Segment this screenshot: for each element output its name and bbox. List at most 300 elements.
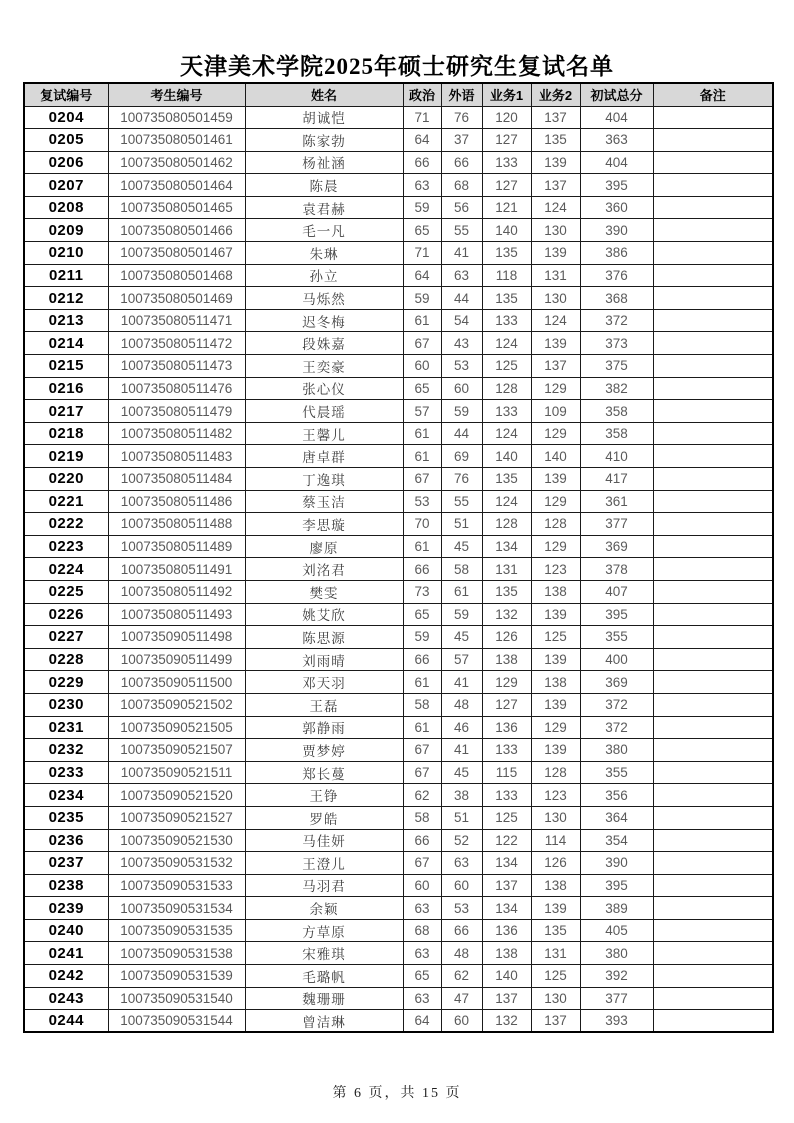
cell-total-score: 358 xyxy=(580,400,653,423)
cell-remarks xyxy=(653,242,773,265)
table-header xyxy=(24,83,773,106)
cell-remarks xyxy=(653,693,773,716)
cell-major1: 136 xyxy=(482,716,531,739)
cell-name: 魏珊珊 xyxy=(245,987,403,1010)
cell-remarks xyxy=(653,1010,773,1033)
table-row xyxy=(24,377,773,400)
cell-name: 段姝嘉 xyxy=(245,332,403,355)
cell-candidate-number: 100735090531540 xyxy=(108,987,245,1010)
cell-name: 李思璇 xyxy=(245,513,403,536)
cell-major2: 137 xyxy=(531,106,580,129)
cell-total-score: 389 xyxy=(580,897,653,920)
cell-review-number: 0213 xyxy=(24,309,108,332)
table-row xyxy=(24,580,773,603)
cell-politics: 53 xyxy=(403,490,441,513)
cell-name: 郭静雨 xyxy=(245,716,403,739)
cell-major1: 121 xyxy=(482,196,531,219)
cell-remarks xyxy=(653,196,773,219)
cell-politics: 66 xyxy=(403,829,441,852)
cell-candidate-number: 100735080511493 xyxy=(108,603,245,626)
cell-review-number: 0229 xyxy=(24,671,108,694)
cell-name: 马烁然 xyxy=(245,287,403,310)
cell-major2: 137 xyxy=(531,174,580,197)
cell-major1: 124 xyxy=(482,332,531,355)
cell-review-number: 0243 xyxy=(24,987,108,1010)
cell-remarks xyxy=(653,332,773,355)
cell-major2: 129 xyxy=(531,716,580,739)
table-row xyxy=(24,806,773,829)
cell-total-score: 361 xyxy=(580,490,653,513)
cell-name: 宋雅琪 xyxy=(245,942,403,965)
cell-politics: 61 xyxy=(403,716,441,739)
cell-candidate-number: 100735080511488 xyxy=(108,513,245,536)
table-row xyxy=(24,987,773,1010)
cell-name: 陈晨 xyxy=(245,174,403,197)
cell-total-score: 356 xyxy=(580,784,653,807)
cell-major2: 130 xyxy=(531,806,580,829)
cell-major1: 118 xyxy=(482,264,531,287)
table-row xyxy=(24,648,773,671)
cell-candidate-number: 100735080501466 xyxy=(108,219,245,242)
table-row xyxy=(24,671,773,694)
cell-major2: 139 xyxy=(531,468,580,491)
table-row xyxy=(24,852,773,875)
cell-review-number: 0236 xyxy=(24,829,108,852)
cell-name: 毛璐帆 xyxy=(245,965,403,988)
cell-total-score: 369 xyxy=(580,671,653,694)
cell-foreign-language: 47 xyxy=(441,987,482,1010)
cell-major1: 127 xyxy=(482,129,531,152)
cell-major1: 126 xyxy=(482,626,531,649)
cell-name: 唐卓群 xyxy=(245,445,403,468)
table-row xyxy=(24,874,773,897)
cell-foreign-language: 43 xyxy=(441,332,482,355)
cell-major1: 128 xyxy=(482,377,531,400)
cell-major2: 135 xyxy=(531,129,580,152)
cell-politics: 65 xyxy=(403,965,441,988)
cell-foreign-language: 51 xyxy=(441,806,482,829)
cell-foreign-language: 44 xyxy=(441,422,482,445)
table-row xyxy=(24,535,773,558)
cell-major1: 122 xyxy=(482,829,531,852)
cell-remarks xyxy=(653,897,773,920)
cell-politics: 66 xyxy=(403,648,441,671)
cell-remarks xyxy=(653,400,773,423)
cell-remarks xyxy=(653,919,773,942)
cell-remarks xyxy=(653,490,773,513)
cell-review-number: 0223 xyxy=(24,535,108,558)
cell-foreign-language: 55 xyxy=(441,490,482,513)
cell-total-score: 407 xyxy=(580,580,653,603)
cell-major2: 139 xyxy=(531,332,580,355)
cell-major2: 135 xyxy=(531,919,580,942)
cell-candidate-number: 100735080511489 xyxy=(108,535,245,558)
cell-major2: 139 xyxy=(531,242,580,265)
table-row xyxy=(24,490,773,513)
cell-remarks xyxy=(653,671,773,694)
table-row xyxy=(24,219,773,242)
cell-major2: 138 xyxy=(531,874,580,897)
column-header-foreign-language: 外语 xyxy=(441,83,482,106)
cell-review-number: 0207 xyxy=(24,174,108,197)
page-footer: 第 6 页，共 15 页 xyxy=(332,1086,462,1101)
cell-foreign-language: 56 xyxy=(441,196,482,219)
cell-major2: 125 xyxy=(531,626,580,649)
cell-review-number: 0204 xyxy=(24,106,108,129)
cell-remarks xyxy=(653,513,773,536)
cell-foreign-language: 44 xyxy=(441,287,482,310)
cell-review-number: 0225 xyxy=(24,580,108,603)
table-row xyxy=(24,513,773,536)
cell-name: 张心仪 xyxy=(245,377,403,400)
cell-candidate-number: 100735090531534 xyxy=(108,897,245,920)
cell-foreign-language: 53 xyxy=(441,897,482,920)
cell-major1: 134 xyxy=(482,897,531,920)
cell-review-number: 0239 xyxy=(24,897,108,920)
cell-name: 余颖 xyxy=(245,897,403,920)
cell-name: 胡诚恺 xyxy=(245,106,403,129)
cell-foreign-language: 55 xyxy=(441,219,482,242)
cell-foreign-language: 60 xyxy=(441,377,482,400)
cell-major2: 129 xyxy=(531,422,580,445)
cell-candidate-number: 100735090521502 xyxy=(108,693,245,716)
cell-politics: 61 xyxy=(403,309,441,332)
cell-major1: 133 xyxy=(482,784,531,807)
cell-politics: 61 xyxy=(403,422,441,445)
cell-name: 廖原 xyxy=(245,535,403,558)
cell-name: 杨祉涵 xyxy=(245,151,403,174)
column-header-review-number: 复试编号 xyxy=(24,83,108,106)
cell-remarks xyxy=(653,264,773,287)
cell-major1: 133 xyxy=(482,739,531,762)
cell-review-number: 0220 xyxy=(24,468,108,491)
cell-total-score: 360 xyxy=(580,196,653,219)
table-row xyxy=(24,716,773,739)
cell-total-score: 369 xyxy=(580,535,653,558)
cell-major2: 130 xyxy=(531,219,580,242)
cell-candidate-number: 100735090531539 xyxy=(108,965,245,988)
cell-major2: 139 xyxy=(531,151,580,174)
cell-total-score: 417 xyxy=(580,468,653,491)
cell-candidate-number: 100735090531544 xyxy=(108,1010,245,1033)
cell-total-score: 395 xyxy=(580,603,653,626)
cell-total-score: 377 xyxy=(580,987,653,1010)
cell-review-number: 0218 xyxy=(24,422,108,445)
table-row xyxy=(24,942,773,965)
cell-politics: 66 xyxy=(403,558,441,581)
cell-name: 王澄儿 xyxy=(245,852,403,875)
cell-total-score: 372 xyxy=(580,716,653,739)
cell-major1: 124 xyxy=(482,490,531,513)
cell-politics: 67 xyxy=(403,468,441,491)
cell-name: 刘洺君 xyxy=(245,558,403,581)
cell-review-number: 0227 xyxy=(24,626,108,649)
cell-major1: 137 xyxy=(482,987,531,1010)
cell-name: 朱琳 xyxy=(245,242,403,265)
cell-major2: 130 xyxy=(531,987,580,1010)
cell-politics: 63 xyxy=(403,942,441,965)
cell-foreign-language: 57 xyxy=(441,648,482,671)
cell-politics: 63 xyxy=(403,987,441,1010)
cell-foreign-language: 69 xyxy=(441,445,482,468)
cell-name: 曾洁琳 xyxy=(245,1010,403,1033)
cell-total-score: 400 xyxy=(580,648,653,671)
cell-total-score: 404 xyxy=(580,106,653,129)
cell-review-number: 0241 xyxy=(24,942,108,965)
cell-review-number: 0232 xyxy=(24,739,108,762)
cell-foreign-language: 54 xyxy=(441,309,482,332)
table-row xyxy=(24,445,773,468)
column-header-remarks: 备注 xyxy=(653,83,773,106)
cell-total-score: 386 xyxy=(580,242,653,265)
cell-foreign-language: 51 xyxy=(441,513,482,536)
cell-foreign-language: 62 xyxy=(441,965,482,988)
cell-major1: 137 xyxy=(482,874,531,897)
cell-foreign-language: 38 xyxy=(441,784,482,807)
cell-politics: 64 xyxy=(403,264,441,287)
table-row xyxy=(24,1010,773,1033)
table-row xyxy=(24,784,773,807)
cell-review-number: 0230 xyxy=(24,693,108,716)
cell-review-number: 0212 xyxy=(24,287,108,310)
cell-politics: 60 xyxy=(403,874,441,897)
cell-total-score: 372 xyxy=(580,693,653,716)
cell-major2: 139 xyxy=(531,648,580,671)
table-row xyxy=(24,919,773,942)
cell-name: 樊雯 xyxy=(245,580,403,603)
cell-review-number: 0234 xyxy=(24,784,108,807)
cell-remarks xyxy=(653,874,773,897)
cell-politics: 65 xyxy=(403,377,441,400)
table-row xyxy=(24,468,773,491)
cell-major1: 115 xyxy=(482,761,531,784)
cell-candidate-number: 100735080511484 xyxy=(108,468,245,491)
cell-candidate-number: 100735080511479 xyxy=(108,400,245,423)
cell-major2: 130 xyxy=(531,287,580,310)
cell-review-number: 0233 xyxy=(24,761,108,784)
cell-remarks xyxy=(653,965,773,988)
cell-candidate-number: 100735080501459 xyxy=(108,106,245,129)
cell-candidate-number: 100735080511476 xyxy=(108,377,245,400)
cell-review-number: 0211 xyxy=(24,264,108,287)
table-row xyxy=(24,174,773,197)
cell-review-number: 0206 xyxy=(24,151,108,174)
table-row xyxy=(24,129,773,152)
cell-remarks xyxy=(653,987,773,1010)
cell-foreign-language: 45 xyxy=(441,761,482,784)
cell-total-score: 377 xyxy=(580,513,653,536)
cell-politics: 63 xyxy=(403,174,441,197)
cell-remarks xyxy=(653,287,773,310)
cell-remarks xyxy=(653,603,773,626)
table-row xyxy=(24,897,773,920)
cell-major2: 114 xyxy=(531,829,580,852)
cell-candidate-number: 100735080501469 xyxy=(108,287,245,310)
cell-review-number: 0209 xyxy=(24,219,108,242)
cell-major2: 129 xyxy=(531,490,580,513)
cell-name: 代晨瑶 xyxy=(245,400,403,423)
cell-major2: 139 xyxy=(531,897,580,920)
cell-politics: 61 xyxy=(403,445,441,468)
cell-politics: 64 xyxy=(403,1010,441,1033)
cell-politics: 71 xyxy=(403,106,441,129)
table-row xyxy=(24,558,773,581)
cell-foreign-language: 48 xyxy=(441,693,482,716)
cell-major1: 140 xyxy=(482,965,531,988)
cell-remarks xyxy=(653,648,773,671)
cell-name: 罗皓 xyxy=(245,806,403,829)
cell-remarks xyxy=(653,219,773,242)
cell-major2: 131 xyxy=(531,264,580,287)
cell-candidate-number: 100735090521527 xyxy=(108,806,245,829)
cell-candidate-number: 100735090521530 xyxy=(108,829,245,852)
cell-remarks xyxy=(653,626,773,649)
cell-candidate-number: 100735080511473 xyxy=(108,355,245,378)
table-row xyxy=(24,151,773,174)
cell-major1: 129 xyxy=(482,671,531,694)
column-header-name: 姓名 xyxy=(245,83,403,106)
cell-review-number: 0208 xyxy=(24,196,108,219)
column-header-major1: 业务1 xyxy=(482,83,531,106)
cell-major1: 136 xyxy=(482,919,531,942)
cell-major2: 124 xyxy=(531,309,580,332)
cell-politics: 62 xyxy=(403,784,441,807)
table-row xyxy=(24,106,773,129)
cell-name: 郑长蔓 xyxy=(245,761,403,784)
cell-total-score: 395 xyxy=(580,874,653,897)
cell-major2: 125 xyxy=(531,965,580,988)
cell-total-score: 354 xyxy=(580,829,653,852)
table-row xyxy=(24,309,773,332)
cell-remarks xyxy=(653,558,773,581)
cell-review-number: 0214 xyxy=(24,332,108,355)
table-row xyxy=(24,355,773,378)
cell-major2: 139 xyxy=(531,693,580,716)
cell-foreign-language: 53 xyxy=(441,355,482,378)
cell-major1: 133 xyxy=(482,309,531,332)
cell-politics: 60 xyxy=(403,355,441,378)
cell-remarks xyxy=(653,535,773,558)
cell-major1: 133 xyxy=(482,400,531,423)
cell-candidate-number: 100735080511472 xyxy=(108,332,245,355)
cell-politics: 64 xyxy=(403,129,441,152)
table-row xyxy=(24,739,773,762)
cell-foreign-language: 63 xyxy=(441,852,482,875)
cell-foreign-language: 66 xyxy=(441,919,482,942)
cell-name: 贾梦婷 xyxy=(245,739,403,762)
cell-candidate-number: 100735090531535 xyxy=(108,919,245,942)
cell-remarks xyxy=(653,468,773,491)
cell-major2: 129 xyxy=(531,535,580,558)
cell-candidate-number: 100735080501462 xyxy=(108,151,245,174)
cell-major1: 128 xyxy=(482,513,531,536)
cell-candidate-number: 100735080501468 xyxy=(108,264,245,287)
cell-foreign-language: 52 xyxy=(441,829,482,852)
cell-remarks xyxy=(653,852,773,875)
cell-candidate-number: 100735090531538 xyxy=(108,942,245,965)
cell-foreign-language: 45 xyxy=(441,626,482,649)
cell-major2: 137 xyxy=(531,355,580,378)
cell-major1: 132 xyxy=(482,1010,531,1033)
cell-major2: 126 xyxy=(531,852,580,875)
table-row xyxy=(24,761,773,784)
cell-foreign-language: 59 xyxy=(441,400,482,423)
cell-review-number: 0219 xyxy=(24,445,108,468)
cell-name: 姚艾欣 xyxy=(245,603,403,626)
cell-candidate-number: 100735090521507 xyxy=(108,739,245,762)
table-row xyxy=(24,287,773,310)
cell-review-number: 0222 xyxy=(24,513,108,536)
cell-foreign-language: 68 xyxy=(441,174,482,197)
cell-review-number: 0235 xyxy=(24,806,108,829)
table-row xyxy=(24,965,773,988)
cell-major2: 123 xyxy=(531,784,580,807)
cell-candidate-number: 100735080511492 xyxy=(108,580,245,603)
cell-major2: 138 xyxy=(531,671,580,694)
cell-name: 丁逸琪 xyxy=(245,468,403,491)
cell-candidate-number: 100735080511491 xyxy=(108,558,245,581)
candidates-table xyxy=(23,82,774,1033)
cell-name: 刘雨晴 xyxy=(245,648,403,671)
cell-name: 邓天羽 xyxy=(245,671,403,694)
cell-name: 毛一凡 xyxy=(245,219,403,242)
cell-major2: 128 xyxy=(531,513,580,536)
cell-total-score: 392 xyxy=(580,965,653,988)
table-row xyxy=(24,242,773,265)
cell-review-number: 0210 xyxy=(24,242,108,265)
table-row xyxy=(24,829,773,852)
cell-review-number: 0224 xyxy=(24,558,108,581)
cell-remarks xyxy=(653,580,773,603)
cell-politics: 58 xyxy=(403,693,441,716)
cell-remarks xyxy=(653,716,773,739)
cell-major2: 138 xyxy=(531,580,580,603)
column-header-politics: 政治 xyxy=(403,83,441,106)
cell-foreign-language: 37 xyxy=(441,129,482,152)
cell-review-number: 0217 xyxy=(24,400,108,423)
cell-foreign-language: 41 xyxy=(441,242,482,265)
header-row xyxy=(24,83,773,106)
cell-total-score: 410 xyxy=(580,445,653,468)
cell-remarks xyxy=(653,129,773,152)
cell-total-score: 364 xyxy=(580,806,653,829)
cell-candidate-number: 100735090511499 xyxy=(108,648,245,671)
cell-candidate-number: 100735090531532 xyxy=(108,852,245,875)
cell-major1: 120 xyxy=(482,106,531,129)
cell-major1: 131 xyxy=(482,558,531,581)
cell-foreign-language: 58 xyxy=(441,558,482,581)
cell-total-score: 355 xyxy=(580,626,653,649)
cell-name: 迟冬梅 xyxy=(245,309,403,332)
cell-foreign-language: 76 xyxy=(441,106,482,129)
cell-review-number: 0237 xyxy=(24,852,108,875)
cell-name: 马羽君 xyxy=(245,874,403,897)
cell-politics: 67 xyxy=(403,761,441,784)
cell-name: 王铮 xyxy=(245,784,403,807)
cell-remarks xyxy=(653,739,773,762)
cell-major2: 131 xyxy=(531,942,580,965)
cell-total-score: 358 xyxy=(580,422,653,445)
cell-major1: 127 xyxy=(482,693,531,716)
cell-politics: 66 xyxy=(403,151,441,174)
cell-politics: 71 xyxy=(403,242,441,265)
cell-candidate-number: 100735080501465 xyxy=(108,196,245,219)
cell-major2: 124 xyxy=(531,196,580,219)
cell-foreign-language: 60 xyxy=(441,1010,482,1033)
cell-total-score: 390 xyxy=(580,852,653,875)
table-row xyxy=(24,332,773,355)
cell-review-number: 0228 xyxy=(24,648,108,671)
